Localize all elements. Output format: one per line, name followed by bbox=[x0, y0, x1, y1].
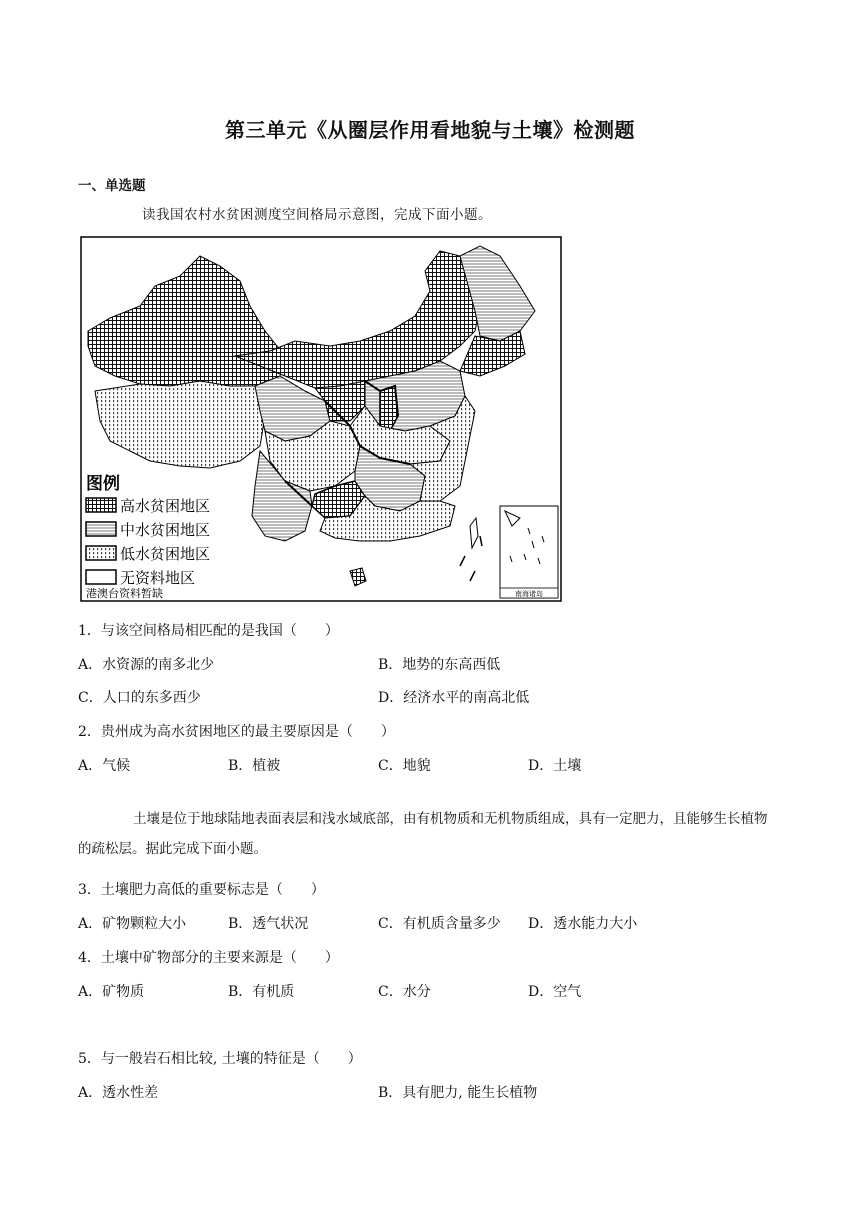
legend-item-high: 高水贫困地区 bbox=[120, 497, 211, 515]
question-3-option-d[interactable]: D．透水能力大小 bbox=[528, 916, 638, 932]
question-1-option-c[interactable]: C．人口的东多西少 bbox=[78, 690, 201, 706]
legend-title: 图例 bbox=[86, 474, 120, 494]
question-4-option-d[interactable]: D．空气 bbox=[528, 984, 582, 1000]
question-2-option-d[interactable]: D．土壤 bbox=[528, 758, 582, 774]
question-2-stem: 2．贵州成为高水贫困地区的最主要原因是（ ） bbox=[78, 724, 395, 740]
intro-text-1: 读我国农村水贫困测度空间格局示意图，完成下面小题。 bbox=[142, 207, 492, 223]
question-3-option-c[interactable]: C．有机质含量多少 bbox=[378, 916, 501, 932]
china-water-poverty-map bbox=[80, 236, 562, 602]
question-2-option-b[interactable]: B．植被 bbox=[228, 758, 281, 774]
question-1-stem: 1．与该空间格局相匹配的是我国（ ） bbox=[78, 623, 339, 639]
question-1-option-b[interactable]: B．地势的东高西低 bbox=[378, 657, 501, 673]
question-3-option-a[interactable]: A．矿物颗粒大小 bbox=[78, 916, 187, 932]
question-4-stem: 4．土壤中矿物部分的主要来源是（ ） bbox=[78, 950, 339, 966]
page-title: 第三单元《从圈层作用看地貌与土壤》检测题 bbox=[225, 118, 635, 142]
map-note: 港澳台资料暂缺 bbox=[86, 587, 163, 600]
question-4-option-b[interactable]: B．有机质 bbox=[228, 984, 295, 1000]
question-5-option-b[interactable]: B．具有肥力, 能生长植物 bbox=[378, 1085, 538, 1101]
question-5-option-a[interactable]: A．透水性差 bbox=[78, 1085, 159, 1101]
intro-text-2: 土壤是位于地球陆地表面表层和浅水域底部，由有机物质和无机物质组成，具有一定肥力，且能够生长植物的疏松层。据此完成下面小题。 bbox=[78, 811, 768, 857]
question-1-option-d[interactable]: D．经济水平的南高北低 bbox=[378, 690, 530, 706]
inset-label: 南海诸岛 bbox=[515, 590, 543, 598]
question-2-option-c[interactable]: C．地貌 bbox=[378, 758, 431, 774]
question-1-option-a[interactable]: A．水资源的南多北少 bbox=[78, 657, 215, 673]
question-3-option-b[interactable]: B．透气状况 bbox=[228, 916, 309, 932]
legend-item-low: 低水贫困地区 bbox=[120, 545, 211, 563]
legend-item-none: 无资料地区 bbox=[120, 569, 196, 587]
question-3-stem: 3．土壤肥力高低的重要标志是（ ） bbox=[78, 882, 325, 898]
section-heading: 一、单选题 bbox=[78, 178, 146, 194]
question-5-stem: 5．与一般岩石相比较, 土壤的特征是（ ） bbox=[78, 1051, 362, 1067]
question-2-option-a[interactable]: A．气候 bbox=[78, 758, 131, 774]
legend-item-mid: 中水贫困地区 bbox=[120, 521, 211, 539]
question-4-option-a[interactable]: A．矿物质 bbox=[78, 984, 145, 1000]
question-4-option-c[interactable]: C．水分 bbox=[378, 984, 431, 1000]
